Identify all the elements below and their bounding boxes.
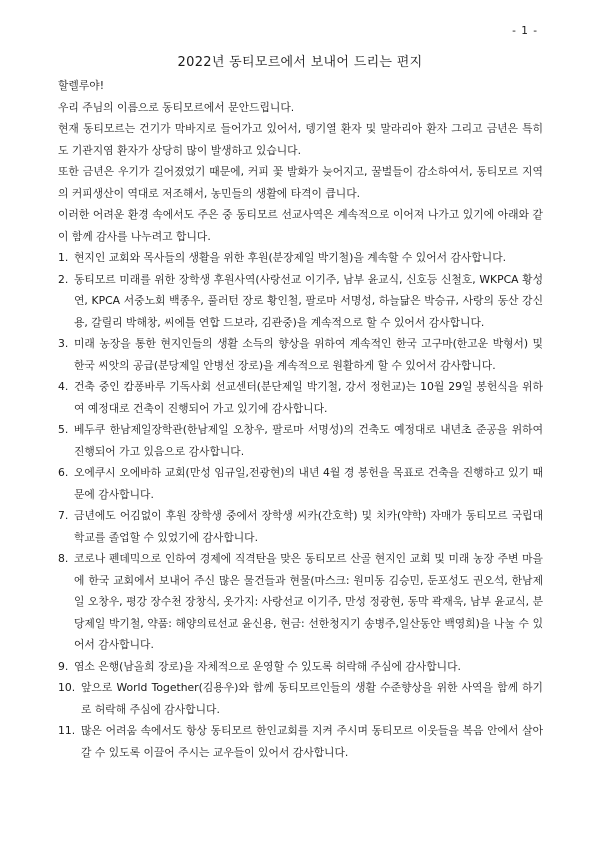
list-item-text: 베두쿠 한남제일장학관(한남제일 오창우, 팔로마 서명성)의 건축도 예정대로 내년초 준공을 위하여 진행되어 가고 있음으로 감사합니다.	[74, 423, 543, 458]
list-item	[58, 333, 543, 376]
list-item	[58, 677, 543, 720]
list-item-text: 동티모르 미래를 위한 장학생 후원사역(사랑선교 이기주, 남부 윤교식, 신호등 신철호, WKPCA 황성연, KPCA 서중노회 백종우, 풀러턴 장로 황인철, 팔로마 서명성, 하늘닮은 박승규, 사랑의 동산 강신용, 갈릴리 박해창, 씨에틀 연합 드보라, 김관중)을 계속적으로 할 수 있어서 감사합니다.	[74, 272, 543, 329]
list-item-number: 8.	[58, 552, 69, 565]
greeting: 할렐루야!	[58, 79, 105, 92]
list-item-text: 금년에도 어김없이 후원 장학생 중에서 장학생 씨카(간호학) 및 치카(약학) 자매가 동티모르 국립대학교를 졸업할 수 있었기에 감사합니다.	[74, 509, 543, 544]
list-item	[58, 720, 543, 763]
list-item	[58, 419, 543, 462]
list-item-text: 코로나 펜데믹으로 인하여 경제에 직격탄을 맞은 동티모르 산골 현지인 교회 및 미래 농장 주변 마을에 한국 교회에서 보내어 주신 많은 물건들과 현물(마스크: 원미동 김승민, 둔포성도 권오석, 한남제일 오창우, 평강 장수천 장창식, 옷가지: 사랑선교 이기주, 만성 정광현, 동막 곽재욱, 남부 윤교식, 분당제일 박기철, 약품: 해양의료선교 윤신용, 현금: 선한청지기 송병주,일산동안 백영희)을 나눌 수 있어서 감사합니다.	[74, 552, 543, 651]
list-item-text: 미래 농장을 통한 현지인들의 생활 소득의 향상을 위하여 계속적인 한국 고구마(한고운 박형서) 및 한국 씨앗의 공급(분당제일 안병선 장로)을 계속적으로 원활하게 할 수 있어서 감사합니다.	[74, 337, 543, 372]
salutation: 우리 주님의 이름으로 동티모르에서 문안드립니다.	[58, 100, 295, 114]
list-item	[58, 656, 543, 678]
list-item-text: 염소 은행(남올희 장로)을 자체적으로 운영할 수 있도록 허락해 주심에 감사합니다.	[74, 659, 461, 673]
list-item	[58, 505, 543, 548]
list-item-number: 4.	[58, 380, 69, 393]
list-item-number: 5.	[58, 423, 69, 436]
list-item-text: 건축 중인 캄퐁바루 기독사회 선교센터(분단제일 박기철, 강서 정헌교)는 10월 29일 봉헌식을 위하여 예정대로 건축이 진행되어 가고 있기에 감사합니다.	[74, 380, 543, 415]
list-item-number: 10.	[58, 681, 76, 694]
intro-paragraph-thanks: 이러한 어려운 환경 속에서도 주은 중 동티모르 선교사역은 계속적으로 이어져 나가고 있기에 아래와 같이 함께 감사를 나누려고 합니다.	[58, 208, 543, 243]
list-item-number: 2.	[58, 272, 69, 286]
thanks-list	[58, 247, 543, 763]
list-item	[58, 376, 543, 419]
list-item-text: 많은 어려움 속에서도 항상 동티모르 한인교회를 지켜 주시며 동티모르 이웃들을 복음 안에서 살아 갈 수 있도록 이끌어 주시는 교우들이 있어서 감사합니다.	[81, 724, 543, 759]
list-item	[58, 269, 543, 334]
letter-body	[58, 75, 543, 763]
list-item	[58, 548, 543, 656]
intro-paragraph-dry-season: 현재 동티모르는 건기가 막바지로 들어가고 있어서, 뎅기열 환자 및 말라리아 환자 그리고 금년은 특히도 기관지염 환자가 상당히 많이 발생하고 있습니다.	[58, 122, 543, 157]
list-item-number: 1.	[58, 251, 69, 264]
list-item-text: 오에쿠시 오에바하 교회(만성 임규일,전광현)의 내년 4월 경 봉헌을 목표로 건축을 진행하고 있기 때문에 감사합니다.	[74, 466, 543, 501]
list-item-text: 앞으로 World Together(김용우)와 함께 동티모르인들의 생활 수준향상을 위한 사역을 함께 하기로 허락해 주심에 감사합니다.	[81, 681, 543, 716]
list-item-number: 3.	[58, 337, 69, 350]
list-item-number: 11.	[58, 724, 76, 737]
letter-title: 2022년 동티모르에서 보내어 드리는 편지	[177, 55, 423, 70]
list-item	[58, 247, 543, 269]
intro-paragraph-coffee: 또한 금년은 우기가 길어졌었기 때문에, 커피 꽃 발화가 늦어지고, 꿀벌들이 감소하여서, 동티모르 지역의 커피생산이 역대로 저조해서, 농민들의 생활에 타격이 큽니다.	[58, 165, 543, 200]
list-item-number: 7.	[58, 509, 69, 522]
list-item-number: 9.	[58, 659, 69, 673]
page-number: - 1 -	[512, 25, 538, 37]
list-item-number: 6.	[58, 466, 69, 479]
list-item-text: 현지인 교회와 목사들의 생활을 위한 후원(분장제일 박기철)을 계속할 수 있어서 감사합니다.	[74, 251, 507, 264]
list-item	[58, 462, 543, 505]
